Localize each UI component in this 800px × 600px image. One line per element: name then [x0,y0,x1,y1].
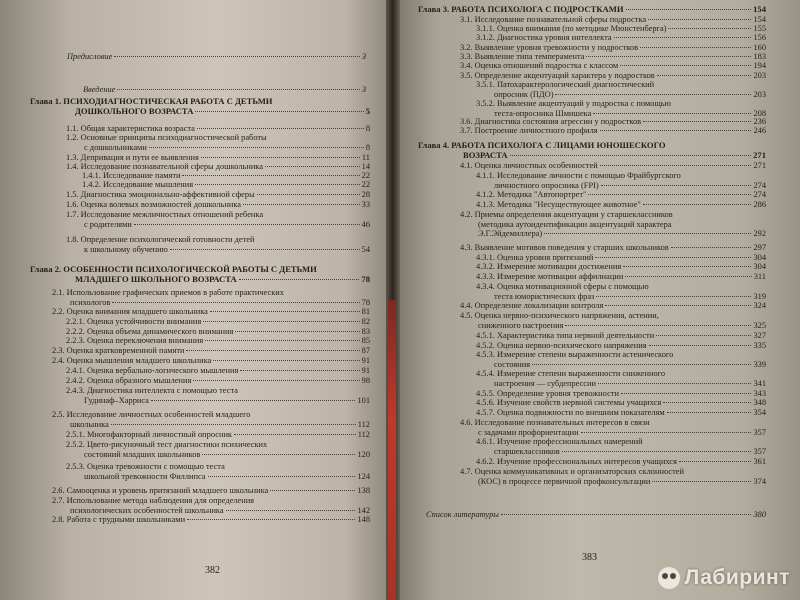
toc-entry-label: школьника [70,419,109,429]
toc-entry-label: 2.8. Работа с трудными школьниками [52,515,186,524]
toc-entry [478,229,766,239]
toc-page-number: 374 [753,476,766,486]
toc-page-number: 361 [753,457,766,466]
toc-entry-title: 4.5.3. Измерение степени выраженности астенического [476,350,674,359]
toc-entry [52,486,370,496]
toc-entry-label: с родителями [84,219,132,229]
toc-page-number: 183 [753,52,766,61]
toc-entry [494,360,766,370]
dot-leader [656,335,751,336]
chapter-heading: Глава 2. ОСОБЕННОСТИ ПСИХОЛОГИЧЕСКОЙ РАБОТЫ С ДЕТЬМИ [30,264,317,274]
dot-leader [671,247,752,248]
toc-entry-label: 3.7. Построение личностного профиля [460,126,598,135]
toc-entry [460,243,766,253]
toc-entry-label: 2.2. Оценка внимания младшего школьника [52,307,208,316]
dot-leader [588,194,751,195]
toc-entry [494,292,766,302]
toc-entry [494,90,766,100]
toc-page-number: 274 [753,180,766,190]
dot-leader [565,325,751,326]
toc-entry [494,447,766,457]
toc-page-number: 319 [753,291,766,301]
toc-entry [476,200,766,210]
toc-entry-label: 2.2.3. Оценка переключения внимания [66,336,204,345]
toc-entry [66,190,370,200]
toc-page-number: 78 [361,273,370,284]
toc-page-number: 339 [753,359,766,369]
toc-entry-label: 3.4. Оценка отношений подростка с классом [460,61,619,70]
dot-leader [501,514,751,515]
toc-entry [66,317,370,327]
toc-page-number: 142 [357,505,370,515]
left-page-number: 382 [205,565,220,576]
toc-entry-label: 1.3. Депривация и пути ее выявления [66,153,199,162]
toc-entry-label: опросник (ПДО) [494,89,554,99]
toc-entry [478,428,766,438]
toc-page-number: 194 [753,61,766,70]
dot-leader [117,89,359,90]
toc-entry-label: 4.5.5. Определение уровня тревожности [476,389,619,398]
toc-entry-label: 2.4.2. Оценка образного мышления [66,376,192,385]
toc-page-number: 8 [365,124,370,133]
dot-leader [187,519,355,520]
left-page [0,0,392,600]
toc-entry-label: 3.3. Выявление типа темперамента [460,52,585,61]
dot-leader [112,302,359,303]
toc-entry-label: Гудинаф–Харриса [84,395,149,405]
toc-entry-title: 3.5.2. Выявление акцентуаций у подростка с помощью [476,99,671,108]
dot-leader [555,94,751,95]
toc-page-number: 101 [357,395,370,405]
toc-page-number: 304 [753,253,766,262]
toc-page-number: 28 [361,190,370,199]
toc-entry [84,220,370,230]
dot-leader [270,490,355,491]
toc-page-number: 292 [753,229,766,238]
toc-entry [460,126,766,136]
dot-leader [643,121,751,122]
dot-leader [208,476,356,477]
toc-entry [476,262,766,272]
toc-entry-title: 4.2. Приемы определения акцентуации у старшеклассников [460,210,673,219]
dot-leader [114,56,359,57]
dot-leader [679,461,751,462]
toc-page-number: 82 [361,317,370,326]
toc-page-number: 120 [357,449,370,459]
dot-leader [510,155,752,156]
dot-leader [170,249,360,250]
dot-leader [265,166,360,167]
dot-leader [197,128,364,129]
chapter-entry [463,151,766,161]
toc-entry [476,190,766,200]
toc-entry-label: 4.1. Оценка личностных особенностей [460,161,598,170]
toc-page-number: 112 [357,419,370,429]
toc-entry-title: 4.7. Оценка коммуникативных и организаторских склонностей [460,467,684,476]
book-edge [388,300,396,600]
toc-entry [460,61,766,71]
toc-entry-label: (КОС) в процессе первичной профконсультации [478,476,651,486]
toc-entry-label: 4.3.2. Измерение мотивации достижения [476,262,622,271]
toc-entry-title: 1.2. Основные принципы психодиагностической работы [66,133,267,142]
toc-entry [70,506,370,516]
toc-page-number: 348 [753,398,766,407]
toc-entry-title: 3.5.1. Патохарактерологический диагностический [476,80,655,89]
toc-entry [83,85,366,95]
toc-page-number: 304 [753,262,766,271]
toc-entry-label: теста юмористических фраз [494,291,595,301]
toc-entry-label: 4.4. Определение локализации контроля [460,301,604,310]
toc-entry [476,33,766,43]
toc-page-number: 112 [357,430,370,439]
dot-leader [667,412,752,413]
dot-leader [234,434,356,435]
toc-entry [70,298,370,308]
toc-entry [476,331,766,341]
dot-leader [235,331,359,332]
toc-page-number: 357 [753,446,766,456]
toc-page-number: 148 [357,515,370,524]
toc-page-number: 3 [361,85,366,94]
toc-entry [66,336,370,346]
toc-entry-title: 2.7. Использование метода наблюдения для определения [52,496,255,505]
dot-leader [593,113,751,114]
dot-leader [193,380,359,381]
dot-leader [182,175,359,176]
toc-page-number: 54 [361,244,370,254]
dot-leader [532,364,751,365]
toc-entry-label: личностного опросника (FPI) [494,180,599,190]
toc-entry [478,321,766,331]
dot-leader [226,510,356,511]
toc-entry [476,457,766,467]
toc-entry-title: 2.5.2. Цвето-рисуночный тест диагностики психических [66,440,268,449]
toc-entry-label: психологических особенностей школьника [70,505,224,515]
toc-page-number: 327 [753,331,766,340]
toc-entry-label: 3.1.2. Диагностика уровня интеллекта [476,33,612,42]
dot-leader [601,185,752,186]
toc-page-number: 335 [753,341,766,350]
toc-entry-title: 2.5.3. Оценка тревожности с помощью теста [66,462,225,471]
toc-entry-label: старшеклассников [494,446,560,456]
toc-entry [460,161,766,171]
toc-entry-label: ДОШКОЛЬНОГО ВОЗРАСТА [75,105,194,116]
toc-entry [494,379,766,389]
toc-entry-label: Предисловие [67,52,113,61]
toc-entry-label: 4.5.1. Характеристика типа нервной деятельности [476,331,655,340]
toc-entry-label: настроения — субдепрессии [494,378,596,388]
toc-entry-label: 4.5.2. Оценка нервно-психического напряжения [476,341,647,350]
toc-entry [460,301,766,311]
dot-leader [134,224,360,225]
toc-entry-label: 4.6.2. Изучение профессиональных интересов учащихся [476,457,677,466]
toc-entry [52,356,370,366]
dot-leader [205,340,359,341]
toc-entry [66,376,370,386]
toc-entry [84,472,370,482]
dot-leader [657,75,752,76]
toc-page-number: 357 [753,427,766,437]
toc-entry-label: 1.5. Диагностика эмоционально-аффективной сферы [66,190,255,199]
toc-page-number: 380 [753,510,766,519]
toc-entry-label: 3.5. Определение акцентуаций характера у подростков [460,71,655,80]
toc-entry-label: теста-опросника Шмишека [494,108,592,118]
watermark: Лабиринт [658,566,790,590]
toc-page-number: 324 [753,301,766,310]
toc-page-number: 11 [361,153,370,162]
toc-page-number: 138 [357,486,370,495]
chapter-heading: Глава 1. ПСИХОДИАГНОСТИЧЕСКАЯ РАБОТА С ДЕТЬМИ [30,96,273,106]
toc-page-number: 271 [753,149,766,160]
dot-leader [620,65,751,66]
dot-leader [111,424,356,425]
dot-leader [195,184,360,185]
dot-leader [202,454,355,455]
toc-entry-label: сниженного настроения [478,320,564,330]
dot-leader [581,432,752,433]
dot-leader [614,37,752,38]
toc-page-number: 91 [361,356,370,365]
toc-entry [476,408,766,418]
toc-page-number: 208 [753,108,766,118]
dot-leader [652,481,751,482]
toc-page-number: 236 [753,117,766,126]
toc-entry-label: Список литературы [426,510,499,519]
toc-page-number: 203 [753,71,766,80]
toc-entry [478,477,766,487]
toc-entry-label: 2.4. Оценка мышления младшего школьника [52,356,212,365]
toc-entry-label: 4.3.1. Оценка уровня притязаний [476,253,594,262]
toc-entry [494,181,766,191]
toc-page-number: 154 [753,15,766,24]
toc-page-number: 87 [361,346,370,355]
toc-page-number: 98 [361,376,370,385]
toc-page-number: 81 [361,307,370,316]
toc-page-number: 14 [361,162,370,171]
toc-entry-label: 3.1. Исследование познавательной сферы подростка [460,15,647,24]
toc-page-number: 22 [361,171,370,180]
dot-leader [210,311,360,312]
toc-page-number: 341 [753,378,766,388]
dot-leader [243,204,360,205]
toc-page-number: 297 [753,243,766,252]
dot-leader [668,28,751,29]
toc-entry-title: 4.6.1. Изучение профессиональных намерений [476,437,643,446]
dot-leader [649,345,752,346]
toc-page-number: 156 [753,33,766,42]
toc-entry-label: 1.1. Общая характеристика возраста [66,124,195,133]
toc-entry [66,200,370,210]
toc-page-number: 3 [361,52,366,61]
toc-entry-title: 4.3.4. Оценка мотивационной сферы с помощью [476,282,649,291]
toc-entry [66,366,370,376]
toc-entry-label: 2.4.1. Оценка вербально-логического мышления [66,366,239,375]
dot-leader [562,451,752,452]
toc-page-number: 91 [361,366,370,375]
toc-page-number: 85 [361,336,370,345]
toc-entry-label: Глава 3. РАБОТА ПСИХОЛОГА С ПОДРОСТКАМИ [418,4,624,14]
toc-entry-label: 1.4.2. Исследование мышления [82,180,194,189]
toc-entry [67,52,366,62]
toc-entry-title: 1.7. Исследование межличностных отношений ребенка [66,210,264,219]
toc-entry-label: 2.2.2. Оценка объема динамического внимания [66,327,234,336]
dot-leader [257,194,360,195]
dot-leader [586,56,751,57]
toc-entry-label: 2.3. Оценка кратковременной памяти [52,346,185,355]
right-page [396,0,800,600]
toc-page-number: 8 [365,142,370,152]
toc-page-number: 246 [753,126,766,135]
toc-page-number: 33 [361,200,370,209]
toc-page-number: 274 [753,190,766,199]
dot-leader [213,360,359,361]
toc-entry-label: 1.4. Исследование познавательной сферы дошкольника [66,162,263,171]
owl-logo-icon [658,567,680,589]
toc-page-number: 271 [753,161,766,170]
toc-entry-label: к школьному обучению [84,244,168,254]
toc-entry [82,180,370,190]
toc-page-number: 154 [753,4,766,14]
dot-leader [600,130,752,131]
dot-leader [595,257,751,258]
right-page-number: 383 [582,552,597,563]
toc-entry [70,420,370,430]
chapter-heading: Глава 4. РАБОТА ПСИХОЛОГА С ЛИЦАМИ ЮНОШЕСКОГО [418,140,666,150]
toc-entry-label: состояния [494,359,531,369]
toc-entry-label: 4.5.6. Изучение свойств нервной системы учащихся [476,398,662,407]
toc-entry [84,396,370,406]
toc-entry-label: школьной тревожности Филлипса [84,471,206,481]
toc-page-number: 325 [753,320,766,330]
chapter-entry [75,107,370,117]
toc-page-number: 155 [753,24,766,33]
toc-page-number: 46 [361,219,370,229]
toc-entry-label: 1.6. Оценка волевых возможностей дошкольника [66,200,241,209]
toc-entry-label: с дошкольниками [84,142,147,152]
dot-leader [663,402,751,403]
toc-entry-label: 1.4.1. Исследование памяти [82,171,181,180]
toc-entry [52,515,370,525]
dot-leader [149,147,364,148]
dot-leader [605,305,751,306]
toc-entry-label: 2.2.1. Оценка устойчивости внимания [66,317,202,326]
toc-entry-label: МЛАДШЕГО ШКОЛЬНОГО ВОЗРАСТА [75,273,237,284]
toc-entry [84,143,370,153]
toc-page-number: 78 [361,297,370,307]
dot-leader [544,233,751,234]
dot-leader [240,370,359,371]
dot-leader [640,47,751,48]
chapter-entry [75,275,370,285]
toc-entry [52,346,370,356]
toc-entry-title: 2.1. Использование графических приемов в работе практических [52,288,284,297]
toc-entry [84,245,370,255]
toc-page-number: 203 [753,89,766,99]
dot-leader [239,279,360,280]
toc-entry-title: 2.5. Исследование личностных особенностей младшего [52,410,251,419]
dot-leader [203,321,359,322]
dot-leader [625,276,751,277]
toc-entry-continuation: (методика аутоидентификации акцентуаций характера [478,219,672,229]
toc-entry [476,272,766,282]
toc-entry [426,510,766,520]
toc-page-number: 5 [365,105,370,116]
toc-entry-label: 3.6. Диагностика состояния агрессии у подростков [460,117,642,126]
dot-leader [600,165,752,166]
toc-entry-label: состояний младших школьников [84,449,201,459]
toc-page-number: 311 [753,272,766,281]
toc-entry-title: 4.5.4. Измерение степени выраженности сниженного [476,369,666,378]
toc-entry-title: 4.1.1. Исследование личности с помощью Фрайбургского [476,171,681,180]
dot-leader [596,296,751,297]
dot-leader [623,266,751,267]
toc-entry-label: 4.3. Выявление мотивов поведения у старших школьников [460,243,669,252]
dot-leader [598,383,751,384]
toc-entry-title: 2.4.3. Диагностика интеллекта с помощью теста [66,386,238,395]
dot-leader [621,393,752,394]
toc-entry [52,307,370,317]
toc-entry-label: 4.3.3. Измерение мотивации аффилиации [476,272,624,281]
toc-entry-label: ВОЗРАСТА [463,149,508,160]
toc-entry-label: 3.2. Выявление уровня тревожности у подростков [460,43,639,52]
toc-page-number: 160 [753,43,766,52]
dot-leader [201,157,360,158]
toc-entry [66,430,370,440]
dot-leader [195,111,363,112]
toc-page-number: 354 [753,408,766,417]
toc-entry [476,398,766,408]
toc-entry-label: 2.6. Самооценка и уровень притязаний младшего школьника [52,486,269,495]
dot-leader [151,400,356,401]
toc-entry-label: 4.5.7. Оценка подвижности по внешним показателям [476,408,665,417]
toc-page-number: 343 [753,389,766,398]
toc-entry-title: 4.6. Исследование познавательных интересов в связи [460,418,650,427]
toc-page-number: 124 [357,471,370,481]
toc-entry-label: 3.1.1. Оценка внимания (по методике Мюнстенберга) [476,24,667,33]
toc-page-number: 83 [361,327,370,336]
toc-entry [84,450,370,460]
dot-leader [626,9,752,10]
toc-page-number: 286 [753,200,766,209]
toc-entry-label: с задачами профориентации [478,427,579,437]
dot-leader [648,19,751,20]
chapter-entry [418,5,766,15]
toc-entry-label: Э.Г.Эйдемиллера) [478,229,543,238]
toc-page-number: 22 [361,180,370,189]
dot-leader [643,204,752,205]
toc-entry-label: 4.1.3. Методика "Несуществующее животное" [476,200,641,209]
toc-entry-title: 4.5. Оценка нервно-психического напряжения, астении, [460,311,659,320]
toc-entry-label: 4.1.2. Методика "Автопортрет" [476,190,587,199]
toc-entry-label: Введение [83,85,116,94]
toc-entry-title: 1.8. Определение психологической готовности детей [66,235,255,244]
toc-entry-label: 2.5.1. Многофакторный личностный опросник [66,430,232,439]
toc-entry-label: психологов [70,297,111,307]
dot-leader [186,350,359,351]
